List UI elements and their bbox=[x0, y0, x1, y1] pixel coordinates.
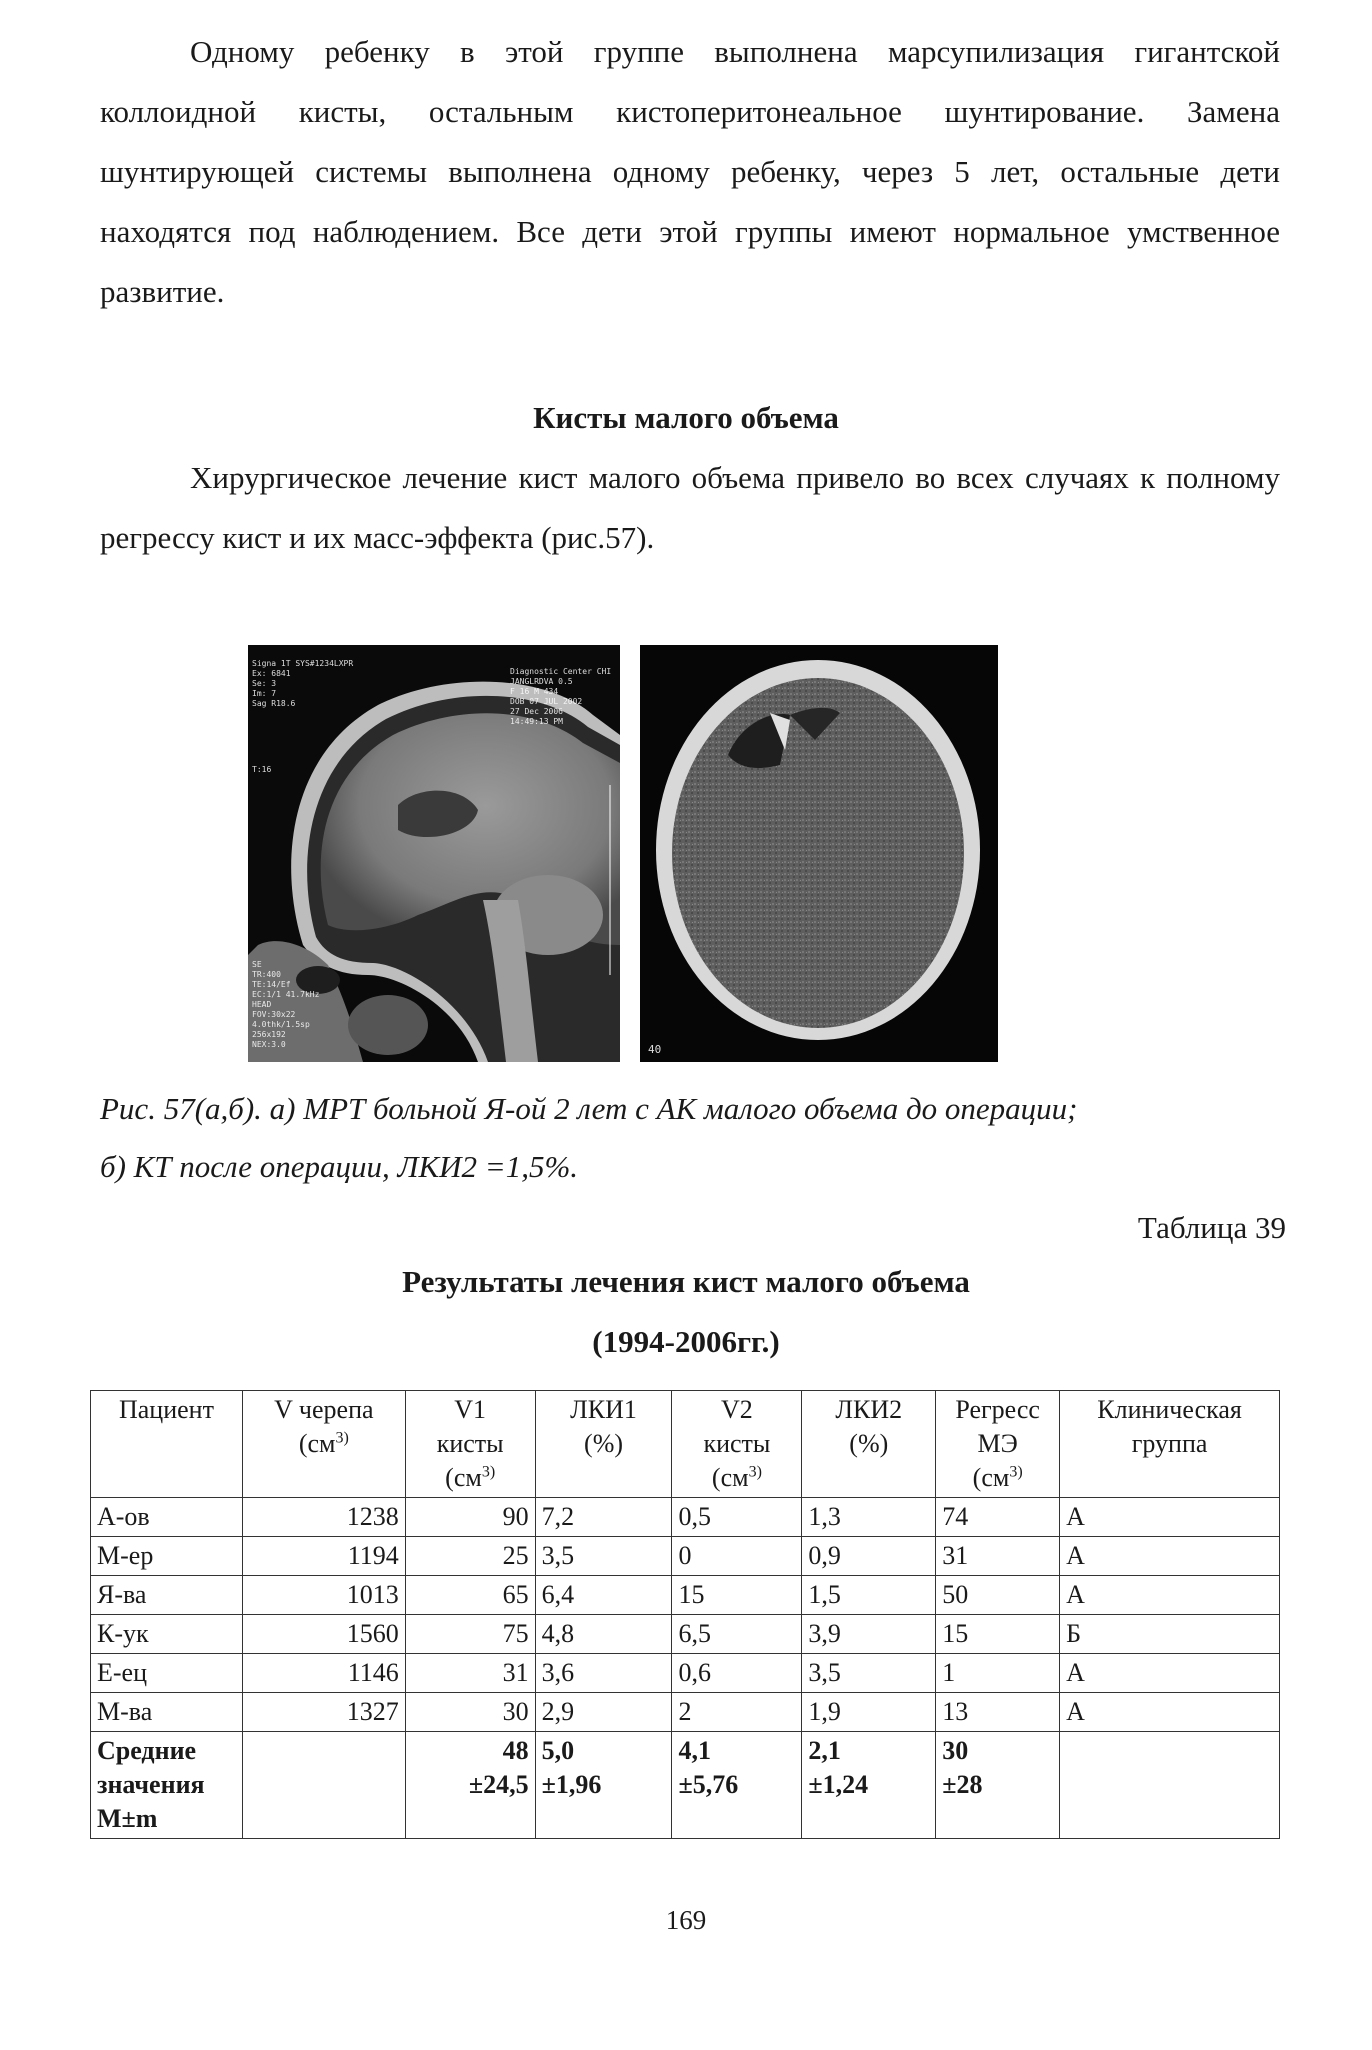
table-row bbox=[91, 1576, 1280, 1615]
cell-lki2: 3,5 bbox=[802, 1654, 936, 1693]
cell-group: А bbox=[1060, 1537, 1280, 1576]
cell-v2: 0 bbox=[672, 1537, 802, 1576]
header-lki1: ЛКИ1 (%) bbox=[535, 1391, 672, 1498]
cell-patient: М-ва bbox=[91, 1693, 243, 1732]
cell-group: А bbox=[1060, 1654, 1280, 1693]
cell-lki2: 1,3 bbox=[802, 1498, 936, 1537]
table-row bbox=[91, 1615, 1280, 1654]
cell-lki1: 3,5 bbox=[535, 1537, 672, 1576]
cell-v1: 75 bbox=[405, 1615, 535, 1654]
cell-v1: 65 bbox=[405, 1576, 535, 1615]
header-v2: V2 кисты ($см^{3)}$ bbox=[672, 1391, 802, 1498]
cell-summary-lki1: 5,0 ±1,96 bbox=[535, 1732, 672, 1839]
cell-summary-v1: 48 ±24,5 bbox=[405, 1732, 535, 1839]
table-row bbox=[91, 1654, 1280, 1693]
cell-regress: 13 bbox=[936, 1693, 1060, 1732]
mri-overlay-left: T:16 bbox=[252, 765, 272, 774]
cell-group: А bbox=[1060, 1498, 1280, 1537]
cell-skull: 1327 bbox=[242, 1693, 405, 1732]
cell-summary-lki2: 2,1 ±1,24 bbox=[802, 1732, 936, 1839]
cell-regress: 31 bbox=[936, 1537, 1060, 1576]
cell-summary-label: Средние значения M±m bbox=[91, 1732, 243, 1839]
figure-caption-line-2: б) КТ после операции, ЛКИ2 =1,5%. bbox=[100, 1149, 579, 1184]
cell-v2: 0,5 bbox=[672, 1498, 802, 1537]
cell-lki1: 2,9 bbox=[535, 1693, 672, 1732]
results-table bbox=[90, 1390, 1280, 1839]
page-number: 169 bbox=[665, 1905, 707, 1935]
ct-corner-label: 40 bbox=[648, 1043, 662, 1056]
cell-group: А bbox=[1060, 1693, 1280, 1732]
table-summary-row bbox=[91, 1732, 1280, 1839]
cell-v2: 6,5 bbox=[672, 1615, 802, 1654]
table-title: Результаты лечения кист малого объема bbox=[402, 1264, 970, 1299]
mri-image bbox=[248, 645, 620, 1062]
table-row bbox=[91, 1693, 1280, 1732]
table-row bbox=[91, 1498, 1280, 1537]
table-label: Таблица 39 bbox=[1137, 1210, 1286, 1245]
table-header-row bbox=[91, 1391, 1280, 1498]
header-clinical-group: Клиническая группа bbox=[1060, 1391, 1280, 1498]
cell-summary-v2: 4,1 ±5,76 bbox=[672, 1732, 802, 1839]
cell-regress: 15 bbox=[936, 1615, 1060, 1654]
cell-summary-skull bbox=[242, 1732, 405, 1839]
cell-lki2: 1,9 bbox=[802, 1693, 936, 1732]
cell-skull: 1238 bbox=[242, 1498, 405, 1537]
cell-lki2: 1,5 bbox=[802, 1576, 936, 1615]
cell-v2: 2 bbox=[672, 1693, 802, 1732]
cell-group: Б bbox=[1060, 1615, 1280, 1654]
cell-patient: М-ер bbox=[91, 1537, 243, 1576]
cell-regress: 1 bbox=[936, 1654, 1060, 1693]
header-v1: V1 кисты ($см^{3)}$ bbox=[405, 1391, 535, 1498]
cell-lki1: 4,8 bbox=[535, 1615, 672, 1654]
ct-image bbox=[640, 645, 998, 1062]
figure-caption-line-1: Рис. 57(а,б). а) МРТ больной Я-ой 2 лет с АК малого объема до операции; bbox=[100, 1091, 1078, 1126]
mri-overlay-top: Signa 1T SYS#1234LXPR Ex: 6841 Se: 3 Im: 7 Sag R18.6 bbox=[252, 659, 354, 708]
paragraph-1: Одному ребенку в этой группе выполнена марсупилизация гигантской коллоидной кисты, остальным кистоперитонеальное шунтирование. Замена шунтирующей системы выполнена одному ребенку, через 5 лет, остальные дети находятся под наблюдением. Все дети этой группы имеют нормальное умственное развитие. bbox=[100, 34, 1280, 309]
section-heading: Кисты малого объема bbox=[533, 400, 839, 435]
cell-patient: К-ук bbox=[91, 1615, 243, 1654]
cell-v1: 30 bbox=[405, 1693, 535, 1732]
cell-patient: А-ов bbox=[91, 1498, 243, 1537]
cell-lki2: 3,9 bbox=[802, 1615, 936, 1654]
cell-summary-group bbox=[1060, 1732, 1280, 1839]
header-lki2: ЛКИ2 (%) bbox=[802, 1391, 936, 1498]
cell-skull: 1560 bbox=[242, 1615, 405, 1654]
paragraph-2: Хирургическое лечение кист малого объема привело во всех случаях к полному регрессу кист и их масс-эффекта (рис.57). bbox=[100, 460, 1280, 555]
cell-summary-regress: 30 ±28 bbox=[936, 1732, 1060, 1839]
header-skull-volume: V черепа ($см^{3)}$ bbox=[242, 1391, 405, 1498]
cell-lki2: 0,9 bbox=[802, 1537, 936, 1576]
cell-regress: 74 bbox=[936, 1498, 1060, 1537]
mri-overlay-topright: Diagnostic Center CHI JANGLRDVA 0.5 F 16 M 434 DOB 07 JUL 2002 27 Dec 2006 14:49:13 PM bbox=[510, 667, 612, 726]
cell-lki1: 3,6 bbox=[535, 1654, 672, 1693]
cell-lki1: 7,2 bbox=[535, 1498, 672, 1537]
cell-v2: 15 bbox=[672, 1576, 802, 1615]
cell-skull: 1013 bbox=[242, 1576, 405, 1615]
cell-v1: 25 bbox=[405, 1537, 535, 1576]
cell-group: А bbox=[1060, 1576, 1280, 1615]
ct-illustration bbox=[640, 645, 998, 1062]
table-row bbox=[91, 1537, 1280, 1576]
cell-patient: Е-ец bbox=[91, 1654, 243, 1693]
cell-v1: 31 bbox=[405, 1654, 535, 1693]
cell-v1: 90 bbox=[405, 1498, 535, 1537]
cell-patient: Я-ва bbox=[91, 1576, 243, 1615]
cell-skull: 1194 bbox=[242, 1537, 405, 1576]
header-patient: Пациент bbox=[91, 1391, 243, 1498]
cell-v2: 0,6 bbox=[672, 1654, 802, 1693]
cell-lki1: 6,4 bbox=[535, 1576, 672, 1615]
header-regress: Регресс МЭ ($см^{3)}$ bbox=[936, 1391, 1060, 1498]
mri-overlay-bottom: SE TR:400 TE:14/Ef EC:1/1 41.7kHz HEAD FOV:30x22 4.0thk/1.5sp 256x192 NEX:3.0 bbox=[252, 960, 320, 1049]
cell-regress: 50 bbox=[936, 1576, 1060, 1615]
table-subtitle: (1994-2006гг.) bbox=[592, 1324, 780, 1359]
cell-skull: 1146 bbox=[242, 1654, 405, 1693]
